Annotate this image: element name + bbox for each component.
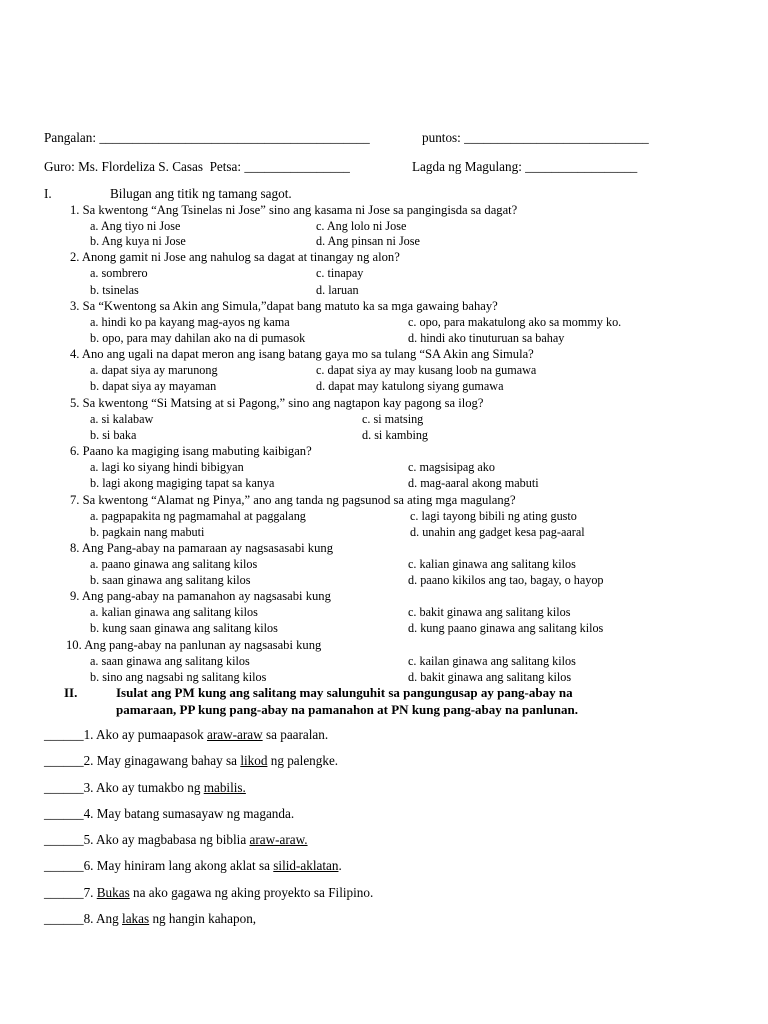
parent-signature-row: [412, 159, 637, 175]
teacher-row: [44, 159, 350, 175]
choice-10d[interactable]: d. bakit ginawa ang salitang kilos: [408, 670, 572, 684]
teacher-name: Guro: Ms. Flordeliza S. Casas: [44, 159, 203, 174]
choice-8a[interactable]: a. paano ginawa ang salitang kilos: [90, 557, 258, 571]
fill-item-5[interactable]: ______5. Ako ay magbabasa ng biblia araw-araw.: [44, 832, 308, 847]
name-row: [44, 130, 370, 146]
underlined-word: likod: [240, 753, 268, 768]
choice-9d[interactable]: d. kung paano ginawa ang salitang kilos: [408, 621, 604, 635]
choice-6c[interactable]: c. magsisipag ako: [408, 460, 495, 474]
parent-signature-label: Lagda ng Magulang:: [412, 159, 522, 174]
choice-6a[interactable]: a. lagi ko siyang hindi bibigyan: [90, 460, 244, 474]
choice-5b[interactable]: b. si baka: [90, 428, 137, 442]
question-2: 2. Anong gamit ni Jose ang nahulog sa dagat at tinangay ng alon?: [70, 250, 400, 264]
date-label: Petsa:: [209, 159, 242, 174]
fill-item-1[interactable]: ______1. Ako ay pumaapasok araw-araw sa paaralan.: [44, 727, 329, 742]
name-label: Pangalan:: [44, 130, 97, 145]
score-label: puntos:: [422, 130, 461, 145]
score-row: [422, 130, 649, 146]
name-blank[interactable]: _________________________________________: [99, 130, 370, 145]
choice-2b[interactable]: b. tsinelas: [90, 283, 139, 297]
part2-instruction-line2: pamaraan, PP kung pang-abay na pamanahon at PN kung pang-abay na panlunan.: [116, 702, 579, 717]
choice-1d[interactable]: d. Ang pinsan ni Jose: [316, 234, 420, 248]
date-blank[interactable]: ________________: [244, 159, 350, 174]
choice-2c[interactable]: c. tinapay: [316, 266, 364, 280]
parent-signature-blank[interactable]: _________________: [525, 159, 638, 174]
fill-item-4[interactable]: ______4. May batang sumasayaw ng maganda.: [44, 806, 295, 821]
question-3: 3. Sa “Kwentong sa Akin ang Simula,”dapat bang matuto ka sa mga gawaing bahay?: [70, 299, 498, 313]
underlined-word: araw-araw.: [249, 832, 308, 847]
underlined-word: mabilis.: [203, 780, 246, 795]
underlined-word: lakas: [122, 911, 150, 926]
choice-4a[interactable]: a. dapat siya ay marunong: [90, 363, 218, 377]
choice-4c[interactable]: c. dapat siya ay may kusang loob na gumawa: [316, 363, 537, 377]
choice-1b[interactable]: b. Ang kuya ni Jose: [90, 234, 186, 248]
underlined-word: Bukas: [96, 885, 130, 900]
choice-7d[interactable]: d. unahin ang gadget kesa pag-aaral: [410, 525, 585, 539]
score-blank[interactable]: ____________________________: [464, 130, 649, 145]
choice-5c[interactable]: c. si matsing: [362, 412, 424, 426]
choice-4d[interactable]: d. dapat may katulong siyang gumawa: [316, 379, 504, 393]
part2-instruction-line1: Isulat ang PM kung ang salitang may salunguhit sa pangungusap ay pang-abay na: [116, 685, 573, 700]
part2-numeral: II.: [64, 685, 78, 700]
choice-10b[interactable]: b. sino ang nagsabi ng salitang kilos: [90, 670, 267, 684]
question-5: 5. Sa kwentong “Si Matsing at si Pagong,” sino ang nagtapon kay pagong sa ilog?: [70, 396, 484, 410]
choice-2d[interactable]: d. laruan: [316, 283, 359, 297]
choice-3b[interactable]: b. opo, para may dahilan ako na di pumasok: [90, 331, 306, 345]
choice-9b[interactable]: b. kung saan ginawa ang salitang kilos: [90, 621, 278, 635]
question-4: 4. Ano ang ugali na dapat meron ang isang batang gaya mo sa tulang “SA Akin ang Simula?: [70, 347, 534, 361]
underlined-word: araw-araw: [207, 727, 263, 742]
underlined-word: silid-aklatan: [273, 858, 339, 873]
choice-2a[interactable]: a. sombrero: [90, 266, 148, 280]
choice-4b[interactable]: b. dapat siya ay mayaman: [90, 379, 217, 393]
part1-instruction: Bilugan ang titik ng tamang sagot.: [110, 186, 292, 201]
choice-3a[interactable]: a. hindi ko pa kayang mag-ayos ng kama: [90, 315, 290, 329]
choice-8d[interactable]: d. paano kikilos ang tao, bagay, o hayop: [408, 573, 604, 587]
choice-7a[interactable]: a. pagpapakita ng pagmamahal at paggalang: [90, 509, 306, 523]
fill-item-6[interactable]: ______6. May hiniram lang akong aklat sa silid-aklatan.: [44, 858, 342, 873]
choice-5a[interactable]: a. si kalabaw: [90, 412, 154, 426]
choice-10c[interactable]: c. kailan ginawa ang salitang kilos: [408, 654, 576, 668]
choice-1a[interactable]: a. Ang tiyo ni Jose: [90, 219, 181, 233]
choice-3d[interactable]: d. hindi ako tinuturuan sa bahay: [408, 331, 565, 345]
choice-3c[interactable]: c. opo, para makatulong ako sa mommy ko.: [408, 315, 622, 329]
question-8: 8. Ang Pang-abay na pamaraan ay nagsasasabi kung: [70, 541, 333, 555]
choice-1c[interactable]: c. Ang lolo ni Jose: [316, 219, 407, 233]
part1-numeral: I.: [44, 186, 52, 201]
question-10: 10. Ang pang-abay na panlunan ay nagsasabi kung: [66, 638, 322, 652]
fill-item-2[interactable]: ______2. May ginagawang bahay sa likod ng palengke.: [44, 753, 339, 768]
fill-item-7[interactable]: ______7. Bukas na ako gagawa ng aking proyekto sa Filipino.: [44, 885, 374, 900]
fill-item-8[interactable]: ______8. Ang lakas ng hangin kahapon,: [44, 911, 257, 926]
choice-9a[interactable]: a. kalian ginawa ang salitang kilos: [90, 605, 258, 619]
choice-6b[interactable]: b. lagi akong magiging tapat sa kanya: [90, 476, 275, 490]
choice-7b[interactable]: b. pagkain nang mabuti: [90, 525, 205, 539]
choice-5d[interactable]: d. si kambing: [362, 428, 429, 442]
choice-7c[interactable]: c. lagi tayong bibili ng ating gusto: [410, 509, 577, 523]
question-6: 6. Paano ka magiging isang mabuting kaibigan?: [70, 444, 312, 458]
question-7: 7. Sa kwentong “Alamat ng Pinya,” ano ang tanda ng pagsunod sa ating mga magulang?: [70, 493, 516, 507]
choice-9c[interactable]: c. bakit ginawa ang salitang kilos: [408, 605, 571, 619]
fill-item-3[interactable]: ______3. Ako ay tumakbo ng mabilis.: [44, 780, 246, 795]
choice-8b[interactable]: b. saan ginawa ang salitang kilos: [90, 573, 251, 587]
choice-6d[interactable]: d. mag-aaral akong mabuti: [408, 476, 539, 490]
choice-8c[interactable]: c. kalian ginawa ang salitang kilos: [408, 557, 576, 571]
choice-10a[interactable]: a. saan ginawa ang salitang kilos: [90, 654, 250, 668]
question-1: 1. Sa kwentong “Ang Tsinelas ni Jose” sino ang kasama ni Jose sa pangingisda sa dagat?: [70, 203, 518, 217]
question-9: 9. Ang pang-abay na pamanahon ay nagsasabi kung: [70, 589, 331, 603]
